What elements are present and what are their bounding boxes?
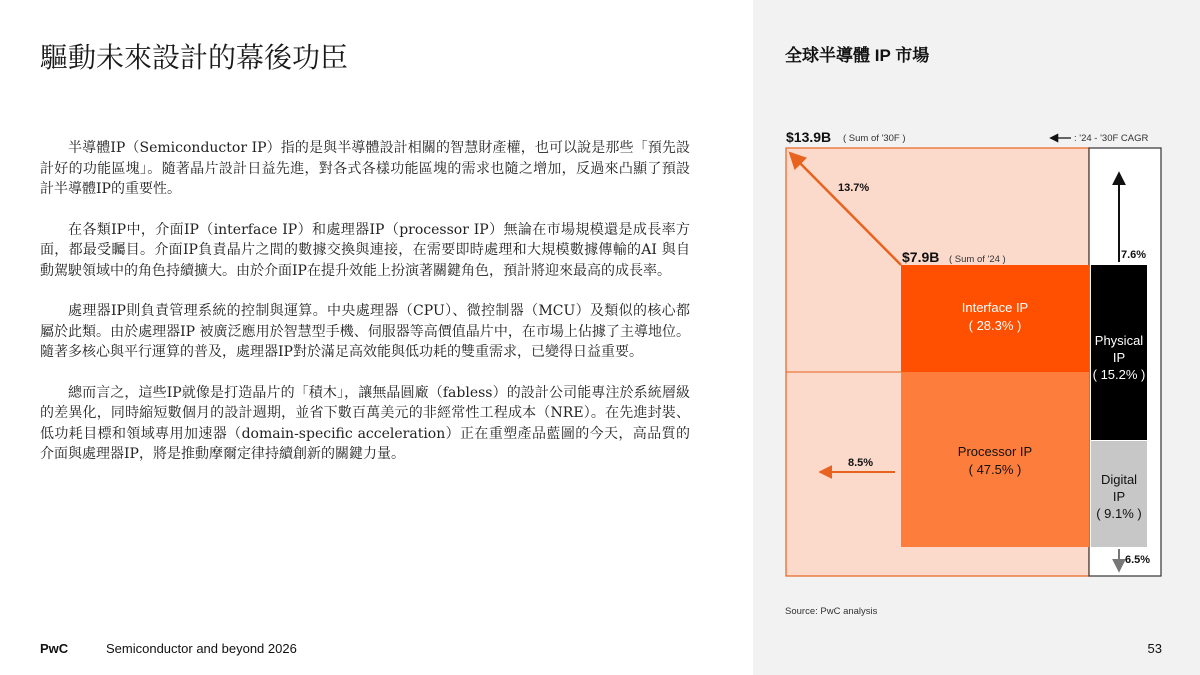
- body-text: [40, 138, 690, 485]
- paragraph-2: 在各類IP中，介面IP（interface IP）和處理器IP（processor IP）無論在市場規模還是成長率方面，都最受矚目。介面IP負責晶片之間的數據交換與連接，在需要即時處理和大規模數據傳輸的AI 與自動駕駛領域中的角色持續擴大。由於介面IP在提升效能上扮演著關鍵角色，預計將迎來最高的成長率。: [40, 221, 690, 279]
- physical-ip-share: ( 15.2% ): [1092, 367, 1146, 382]
- footer-publication: Semiconductor and beyond 2026: [106, 641, 297, 656]
- chart-title: 全球半導體 IP 市場: [785, 46, 930, 65]
- digital-ip-share: ( 9.1% ): [1096, 506, 1142, 521]
- total-2024-note: ( Sum of '24 ): [949, 254, 1006, 265]
- interface-ip-label: Interface IP: [961, 300, 1029, 315]
- processor-ip-share: ( 47.5% ): [968, 462, 1022, 477]
- paragraph-1: 半導體IP（Semiconductor IP）指的是與半導體設計相關的智慧財產權，也可以說是那些「預先設計好的功能區塊」。隨著晶片設計日益先進，對各式各樣功能區塊的需求也隨之增加，反過來凸顯了預設計半導體IP的重要性。: [40, 140, 690, 197]
- total-2030-value: $13.9B: [786, 129, 832, 145]
- page-title: 驅動未來設計的幕後功臣: [40, 41, 349, 74]
- digital-ip-label-1: Digital: [1100, 472, 1138, 487]
- page-number: 53: [1147, 641, 1162, 656]
- total-2024-value: $7.9B: [902, 249, 940, 265]
- paragraph-3: 處理器IP則負責管理系統的控制與運算。中央處理器（CPU）、微控制器（MCU）及類似的核心都屬於此類。由於處理器IP 被廣泛應用於智慧型手機、伺服器等高價值晶片中，在市場上佔據了主導地位。隨著多核心與平行運算的普及，處理器IP對於滿足高效能與低功耗的雙重需求，已變得日益重要。: [40, 303, 690, 360]
- physical-ip-label-1: Physical: [1094, 333, 1144, 348]
- physical-ip-label-2: IP: [1112, 350, 1126, 365]
- chart-source: Source: PwC analysis: [785, 606, 878, 617]
- digital-ip-label-2: IP: [1112, 489, 1126, 504]
- digital-cagr-label: 6.5%: [1125, 554, 1151, 566]
- interface-cagr-label: 13.7%: [838, 182, 870, 194]
- cagr-legend-label: : '24 - '30F CAGR: [1074, 133, 1149, 144]
- processor-ip-label: Processor IP: [957, 444, 1033, 459]
- ip-market-chart: [753, 110, 1183, 590]
- paragraph-4: 總而言之，這些IP就像是打造晶片的「積木」，讓無晶圓廠（fabless）的設計公司能專注於系統層級的差異化，同時縮短數個月的設計週期，並省下數百萬美元的非經常性工程成本（NRE）。在先進封裝、低功耗目標和領域專用加速器（domain-specific acceleration）正在重塑產品藍圖的今天，高品質的介面與處理器IP，將是推動摩爾定律持續創新的關鍵力量。: [40, 384, 690, 462]
- footer-brand: PwC: [40, 641, 69, 656]
- bar-processor-ip: [901, 372, 1089, 547]
- interface-ip-share: ( 28.3% ): [968, 318, 1022, 333]
- physical-cagr-label: 7.6%: [1121, 249, 1147, 261]
- processor-cagr-label: 8.5%: [848, 457, 874, 469]
- total-2030-note: ( Sum of '30F ): [843, 133, 906, 144]
